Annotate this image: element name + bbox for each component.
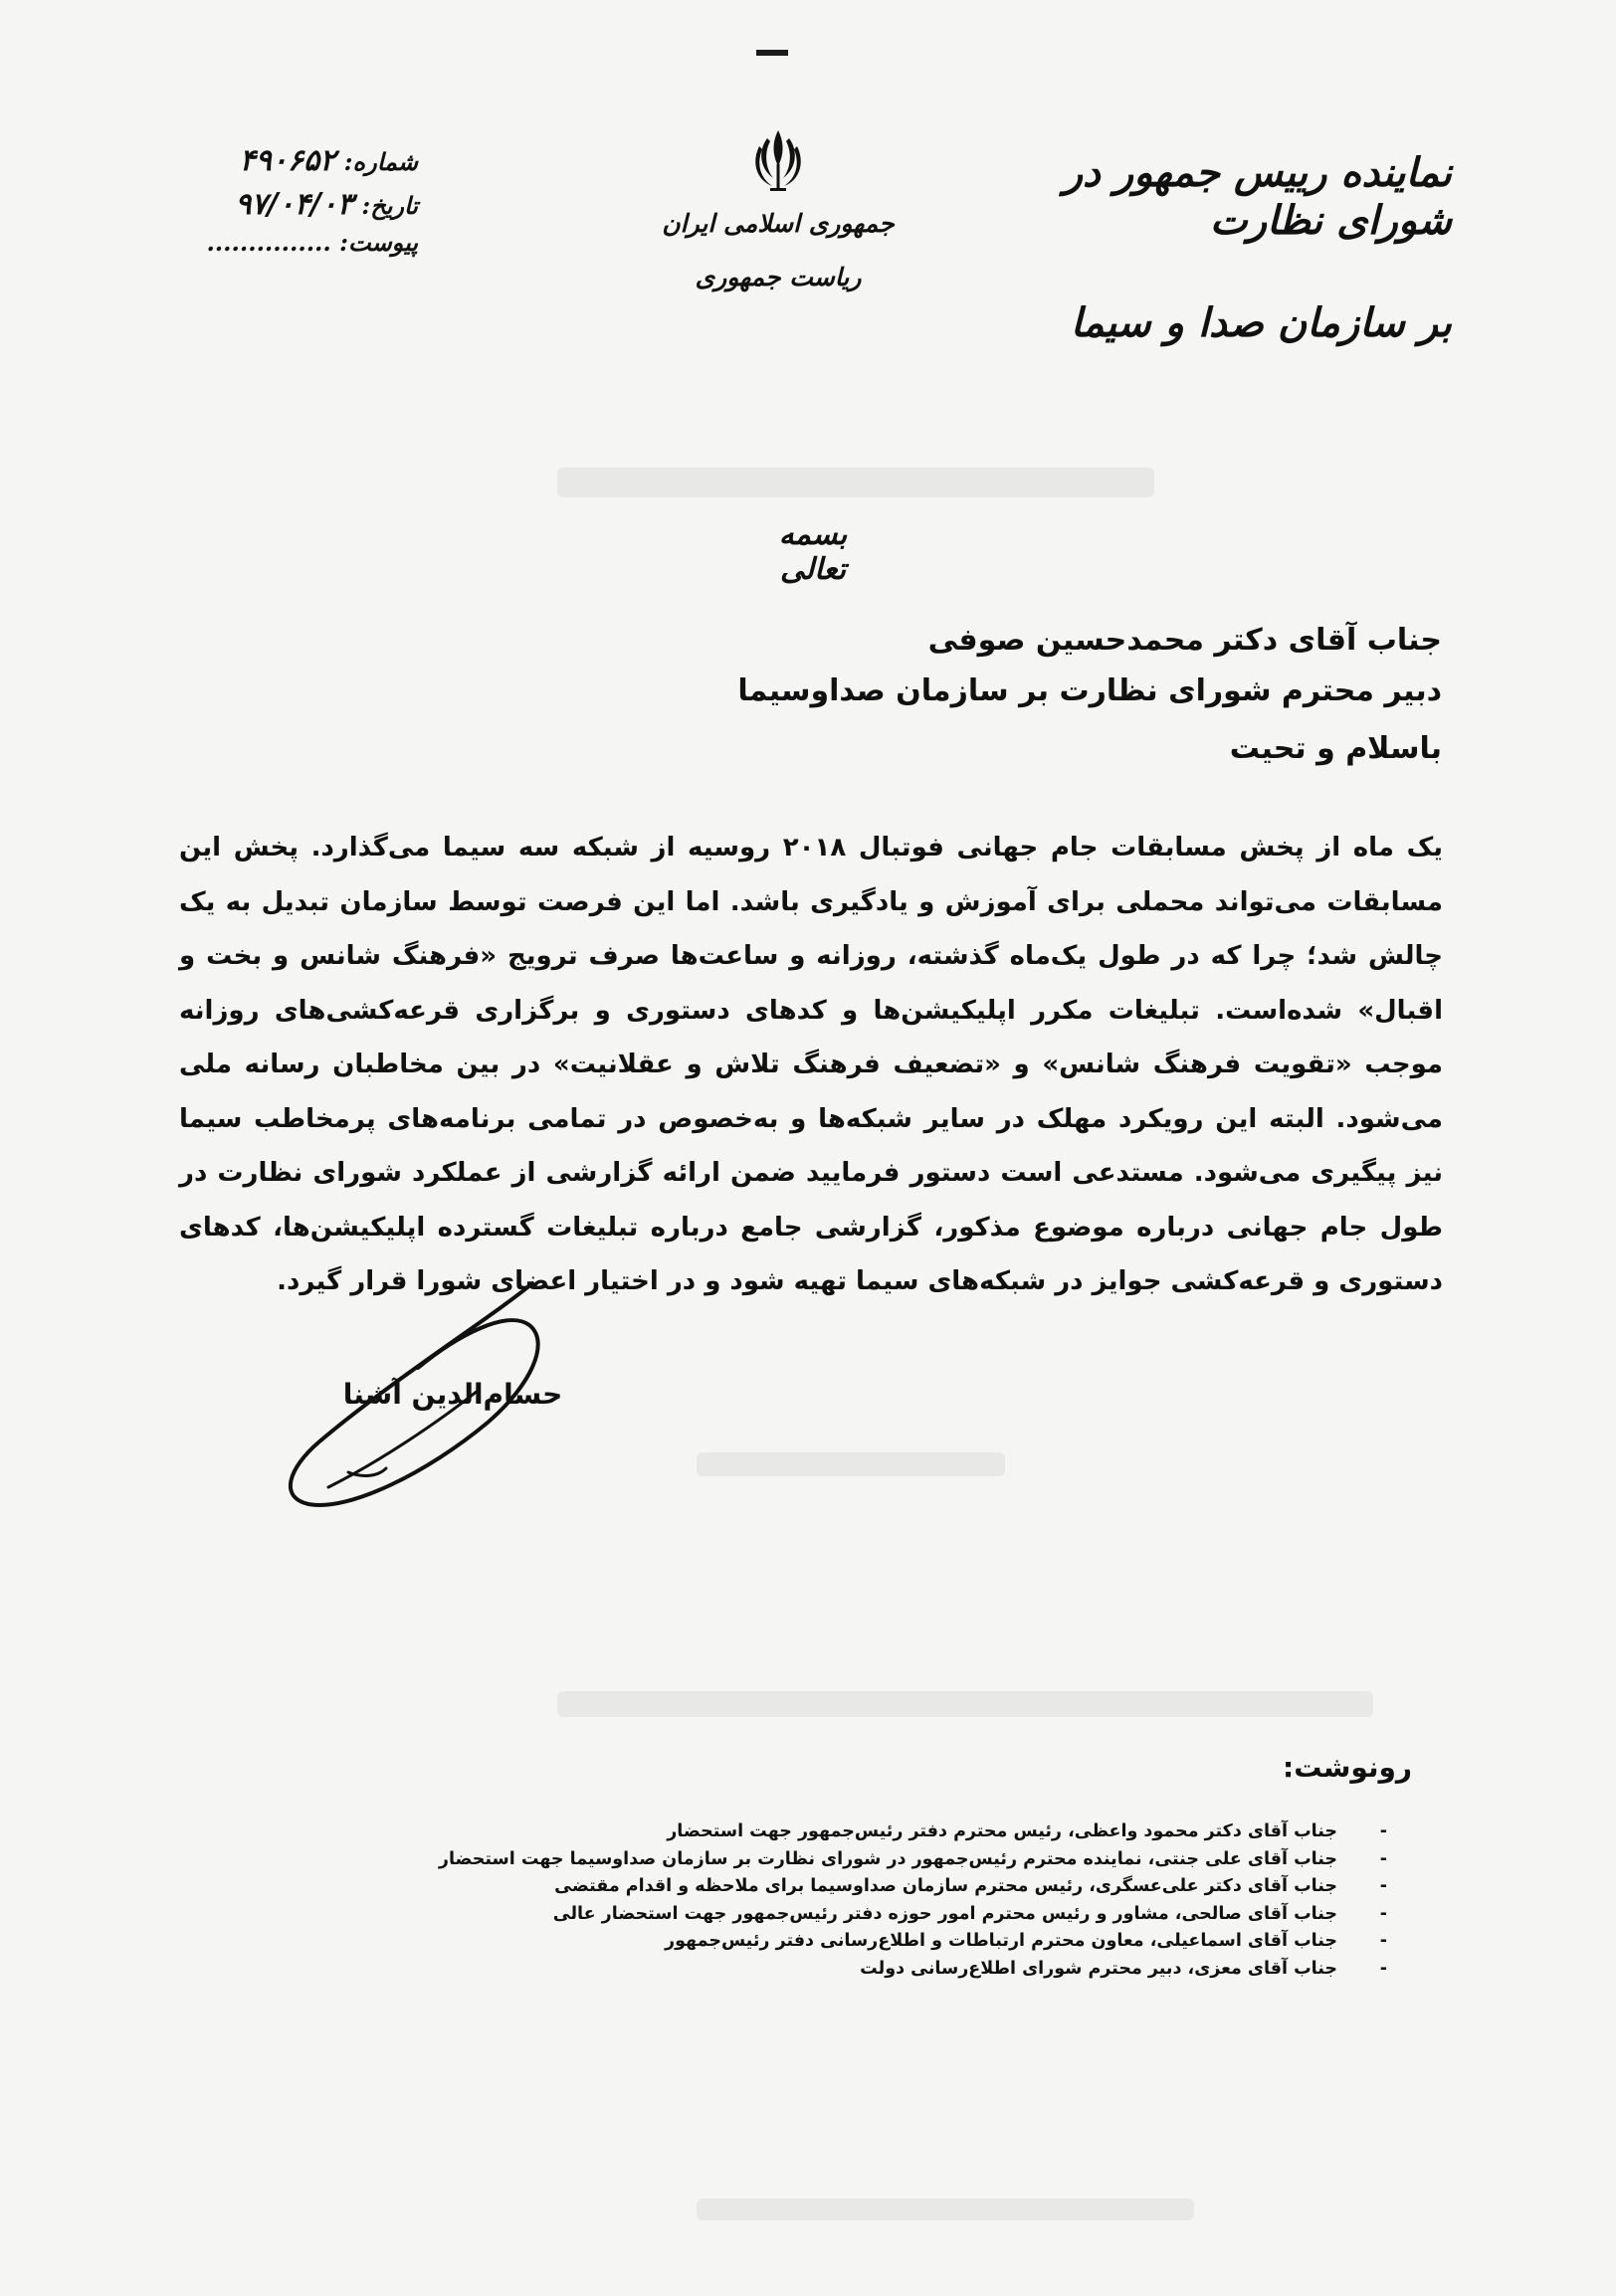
cc-item-text: جناب آقای اسماعیلی، معاون محترم ارتباطات و اطلاع‌رسانی دفتر رئیس‌جمهور xyxy=(665,1931,1337,1951)
cc-list xyxy=(342,1818,1387,1983)
meta-attachment-value: ............... xyxy=(206,228,331,257)
cc-item xyxy=(342,1901,1387,1929)
bleed-through-mark xyxy=(697,2199,1194,2220)
cc-item xyxy=(342,1846,1387,1874)
bleed-through-mark xyxy=(697,1452,1005,1476)
addressee-block xyxy=(646,615,1442,716)
meta-number-row xyxy=(109,139,418,183)
center-line-1: جمهوری اسلامی ایران xyxy=(662,209,895,238)
cc-bullet: - xyxy=(1379,1821,1387,1841)
cc-item-text: جناب آقای صالحی، مشاور و رئیس محترم امور حوزه دفتر رئیس‌جمهور جهت استحضار عالی xyxy=(552,1903,1337,1924)
greeting: باسلام و تحیت xyxy=(1229,731,1442,766)
cc-item-text: جناب آقای علی جنتی، نماینده محترم رئیس‌جمهور در شورای نظارت بر سازمان صداوسیما جهت استحضار xyxy=(438,1848,1337,1869)
sender-line-2: بر سازمان صدا و سیما xyxy=(1070,299,1452,346)
meta-number-value: ۴۹۰۶۵۲ xyxy=(239,143,336,178)
cc-item xyxy=(342,1818,1387,1846)
sender-line-1: نماینده رییس جمهور در شورای نظارت xyxy=(1063,149,1452,244)
cc-bullet: - xyxy=(1379,1931,1387,1951)
cc-item-text: جناب آقای معزی، دبیر محترم شورای اطلاع‌رسانی دولت xyxy=(860,1958,1337,1979)
cc-item-text: جناب آقای دکتر علی‌عسگری، رئیس محترم سازمان صداوسیما برای ملاحظه و اقدام مقتضی xyxy=(554,1876,1337,1896)
letter-meta xyxy=(109,139,418,261)
signer-name: حسام‌الدین آشنا xyxy=(342,1378,563,1411)
meta-attachment-label: پیوست: xyxy=(339,228,418,257)
cc-item-text: جناب آقای دکتر محمود واعظی، رئیس محترم دفتر رئیس‌جمهور جهت استحضار xyxy=(667,1821,1337,1841)
bleed-through-mark xyxy=(557,468,1154,497)
sender-header xyxy=(1024,149,1452,347)
cc-bullet: - xyxy=(1379,1876,1387,1896)
meta-date-value: ۹۷/۰۴/۰۳ xyxy=(235,186,354,222)
cc-title: رونوشت: xyxy=(1283,1751,1412,1784)
cc-bullet: - xyxy=(1379,1958,1387,1979)
addressee-line-1: جناب آقای دکتر محمدحسین صوفی xyxy=(927,623,1442,658)
meta-date-label: تاریخ: xyxy=(361,190,418,220)
basmala: بسمه تعالی xyxy=(778,517,848,587)
meta-number-label: شماره: xyxy=(343,147,418,176)
cc-item xyxy=(342,1873,1387,1901)
addressee-line-2: دبیر محترم شورای نظارت بر سازمان صداوسیما xyxy=(737,673,1442,708)
meta-attachment-row xyxy=(109,226,418,261)
cc-item xyxy=(342,1956,1387,1984)
cc-item xyxy=(342,1928,1387,1956)
bleed-through-mark xyxy=(557,1691,1373,1717)
cc-bullet: - xyxy=(1379,1903,1387,1924)
center-line-2: ریاست جمهوری xyxy=(695,263,862,291)
top-dash-mark xyxy=(756,50,788,56)
center-header xyxy=(607,204,949,297)
letter-body: یک ماه از پخش مسابقات جام جهانی فوتبال ۲۰۱۸ روسیه از شبکه سه سیما می‌گذارد. پخش این مسابقات می‌تواند محملی برای آموزش و یادگیری باشد. اما این فرصت توسط سازمان تبدیل به یک چالش شد؛ چرا که در طول یک‌ماه گذشته، روزانه و ساعت‌ها صرف ترویج «فرهنگ شانس و بخت و اقبال» شده‌است. تبلیغات مکرر اپلیکیشن‌ها و کدهای دستوری و برگزاری قرعه‌کشی‌های روزانه موجب «تقویت فرهنگ شانس» و «تضعیف فرهنگ تلاش و عقلانیت» در بین مخاطبان رسانه ملی می‌شود. البته این رویکرد مهلک در سایر شبکه‌ها و به‌خصوص در تمامی برنامه‌های پرمخاطب سیما نیز پیگیری می‌شود. مستدعی است دستور فرمایید ضمن ارائه گزارشی از عملکرد شورای نظارت در طول جام جهانی درباره موضوع مذکور، گزارشی جامع درباره تبلیغات گسترده اپلیکیشن‌ها، کدهای دستوری و قرعه‌کشی جوایز در شبکه‌های سیما تهیه شود و در اختیار اعضای شورا قرار گیرد. xyxy=(179,833,1443,1296)
meta-date-row xyxy=(109,183,418,227)
cc-bullet: - xyxy=(1379,1848,1387,1869)
iran-emblem-icon xyxy=(748,124,808,199)
